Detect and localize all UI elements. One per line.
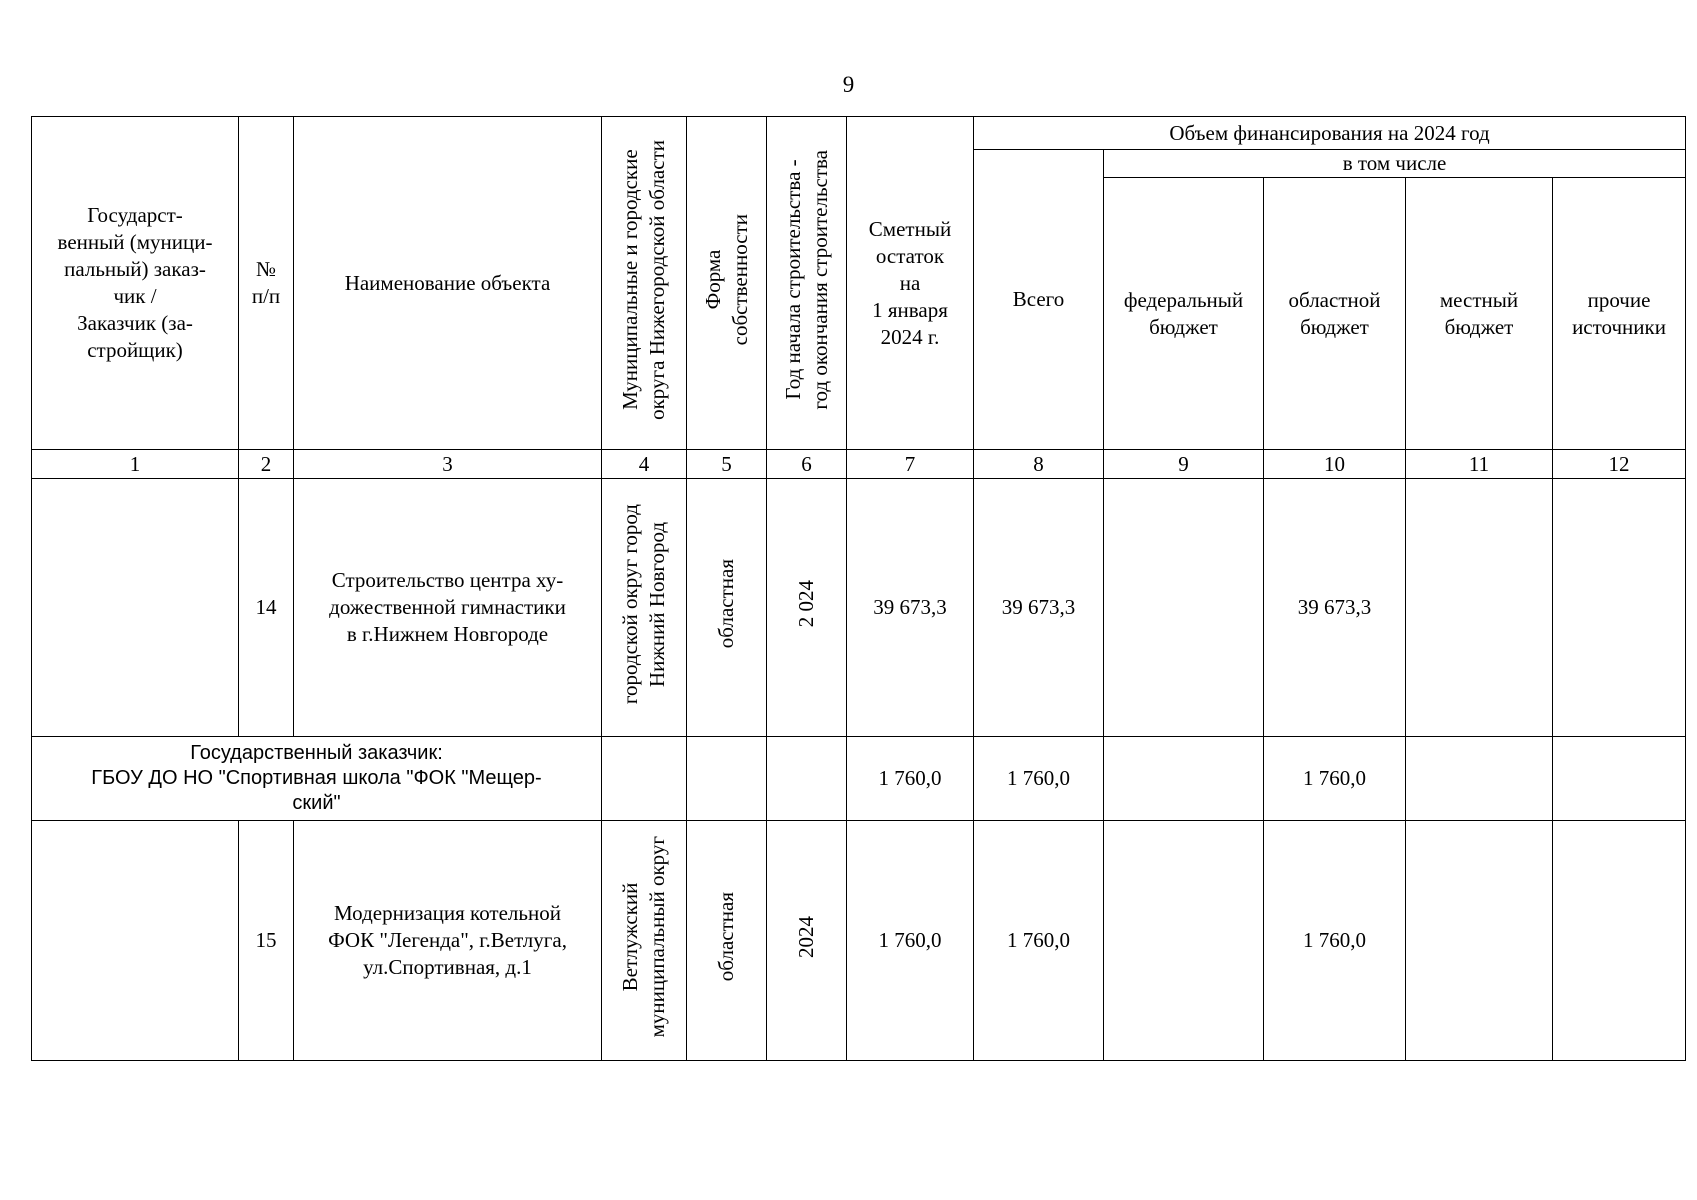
column-number-row	[32, 450, 1686, 479]
row-local	[1406, 821, 1553, 1061]
column-number: 2	[239, 450, 294, 479]
row-years-text: 2 024	[794, 580, 818, 628]
column-number: 10	[1264, 450, 1406, 479]
financing-table	[31, 116, 1686, 1061]
column-number: 6	[767, 450, 847, 479]
row-municipality	[602, 479, 687, 737]
table-row	[32, 821, 1686, 1061]
row-federal	[1104, 479, 1264, 737]
group-federal	[1104, 737, 1264, 821]
column-number: 4	[602, 450, 687, 479]
column-number: 8	[974, 450, 1104, 479]
column-number: 11	[1406, 450, 1553, 479]
row-estimate: 1 760,0	[847, 821, 974, 1061]
header-funding-title: Объем финансирования на 2024 год	[974, 117, 1686, 150]
group-other	[1553, 737, 1686, 821]
row-municipality	[602, 821, 687, 1061]
header-total: Всего	[974, 150, 1104, 450]
header-other: прочие источники	[1553, 178, 1686, 450]
header-num: № п/п	[239, 117, 294, 450]
header-municipality	[602, 117, 687, 450]
row-ownership	[687, 821, 767, 1061]
row-federal	[1104, 821, 1264, 1061]
header-including: в том числе	[1104, 150, 1686, 178]
header-estimate: Сметный остаток на 1 января 2024 г.	[847, 117, 974, 450]
header-years-text: Год начала строительства - год окончания строительства	[780, 149, 832, 410]
table-row	[32, 479, 1686, 737]
row-customer	[32, 821, 239, 1061]
column-number: 12	[1553, 450, 1686, 479]
row-ownership-text: областная	[714, 559, 738, 649]
group-local	[1406, 737, 1553, 821]
header-regional: областной бюджет	[1264, 178, 1406, 450]
row-years-text: 2024	[794, 916, 818, 958]
group-regional: 1 760,0	[1264, 737, 1406, 821]
row-num: 15	[239, 821, 294, 1061]
column-number: 5	[687, 450, 767, 479]
row-years	[767, 479, 847, 737]
column-number: 9	[1104, 450, 1264, 479]
row-object-name: Модернизация котельной ФОК "Легенда", г.Ветлуга, ул.Спортивная, д.1	[294, 821, 602, 1061]
header-years	[767, 117, 847, 450]
row-ownership	[687, 479, 767, 737]
header-row-1	[32, 117, 1686, 150]
group-label: Государственный заказчик: ГБОУ ДО НО "Спортивная школа "ФОК "Мещер- ский"	[32, 737, 602, 821]
group-estimate: 1 760,0	[847, 737, 974, 821]
row-ownership-text: областная	[714, 892, 738, 982]
row-total: 1 760,0	[974, 821, 1104, 1061]
row-object-name: Строительство центра ху- дожественной гимнастики в г.Нижнем Новгороде	[294, 479, 602, 737]
group-row	[32, 737, 1686, 821]
row-num: 14	[239, 479, 294, 737]
row-other	[1553, 821, 1686, 1061]
row-regional: 39 673,3	[1264, 479, 1406, 737]
header-federal: федеральный бюджет	[1104, 178, 1264, 450]
column-number: 3	[294, 450, 602, 479]
group-total: 1 760,0	[974, 737, 1104, 821]
column-number: 7	[847, 450, 974, 479]
header-local: местный бюджет	[1406, 178, 1553, 450]
header-municipality-text: Муниципальные и городские округа Нижегородской области	[618, 139, 669, 420]
row-municipality-text: городской округ город Нижний Новгород	[618, 503, 669, 705]
group-ownership	[687, 737, 767, 821]
header-ownership-text: Форма собственности	[700, 213, 752, 346]
group-years	[767, 737, 847, 821]
row-total: 39 673,3	[974, 479, 1104, 737]
row-regional: 1 760,0	[1264, 821, 1406, 1061]
row-customer	[32, 479, 239, 737]
row-other	[1553, 479, 1686, 737]
header-customer: Государст- венный (муници- пальный) заказ- чик / Заказчик (за- стройщик)	[32, 117, 239, 450]
group-municipality	[602, 737, 687, 821]
column-number: 1	[32, 450, 239, 479]
row-local	[1406, 479, 1553, 737]
header-object-name: Наименование объекта	[294, 117, 602, 450]
header-ownership	[687, 117, 767, 450]
row-municipality-text: Ветлужский муниципальный округ	[618, 836, 669, 1038]
page-number: 9	[842, 72, 855, 97]
row-years	[767, 821, 847, 1061]
row-estimate: 39 673,3	[847, 479, 974, 737]
